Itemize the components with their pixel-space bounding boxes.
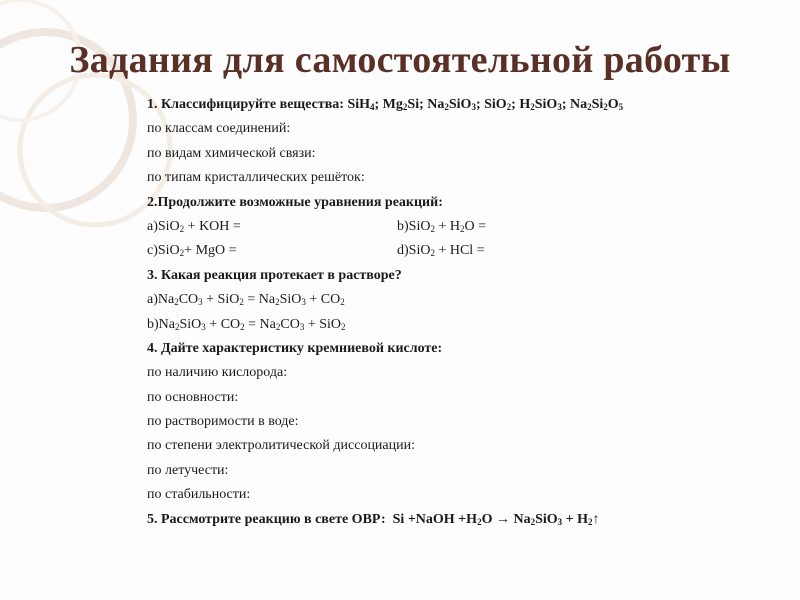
task5-heading: 5. Рассмотрите реакцию в свете ОВР:: [147, 511, 386, 527]
task1-item: по классам соединений:: [147, 121, 291, 137]
task1-formulas: SiH$_4$; $Mg_2Si$; $Na_2SiO_3$; SiO$_2$; $H_2SiO_3$; $Na_2Si_2O_5$: [347, 97, 624, 112]
task1-heading: [147, 93, 787, 117]
task4-item: по основности:: [147, 389, 239, 405]
task4-heading: 4. Дайте характеристику кремниевой кислоте:: [147, 340, 443, 356]
task1-heading-text: 1. Классифицируйте вещества:: [147, 97, 344, 112]
task2-a: а)SiO$_2$ + KOH =: [147, 218, 241, 234]
task4-item: по степени электролитической диссоциации:: [147, 438, 416, 454]
task2-c: с)SiO$_2$+ MgO =: [147, 243, 237, 259]
task3-b: $b)Na_2SiO_3 + CO_2 = Na_2CO_3 + SiO_2$: [147, 316, 346, 332]
task4-item: по наличию кислорода:: [147, 365, 288, 381]
page-title: Задания для самостоятельной работы: [69, 39, 731, 81]
task2-d: d)SiO$_2$ + HCl =: [397, 243, 485, 259]
task2-row-2: [147, 239, 787, 263]
task2-row-1: [147, 215, 787, 239]
task3-a: $а)Na_2CO_3 + SiO_2 = Na_2SiO_3 + CO_2$: [147, 292, 345, 308]
task2-heading: 2.Продолжите возможные уравнения реакций:: [147, 194, 443, 210]
task3-heading: 3. Какая реакция протекает в растворе?: [147, 267, 402, 283]
task4-item: по стабильности:: [147, 487, 251, 503]
task5-equation: Si +NaOH $+H_2O \to Na_2SiO_3$ + $H_2↑$: [389, 511, 600, 527]
task2-b: $b)SiO_2 + H_2O$ =: [397, 218, 486, 234]
task5-line: [147, 508, 787, 532]
task1-item: по типам кристаллических решёток:: [147, 170, 365, 186]
task1-item: по видам химической связи:: [147, 145, 316, 161]
task4-item: по растворимости в воде:: [147, 414, 299, 430]
task-list: [147, 93, 787, 532]
task4-item: по летучести:: [147, 462, 229, 478]
